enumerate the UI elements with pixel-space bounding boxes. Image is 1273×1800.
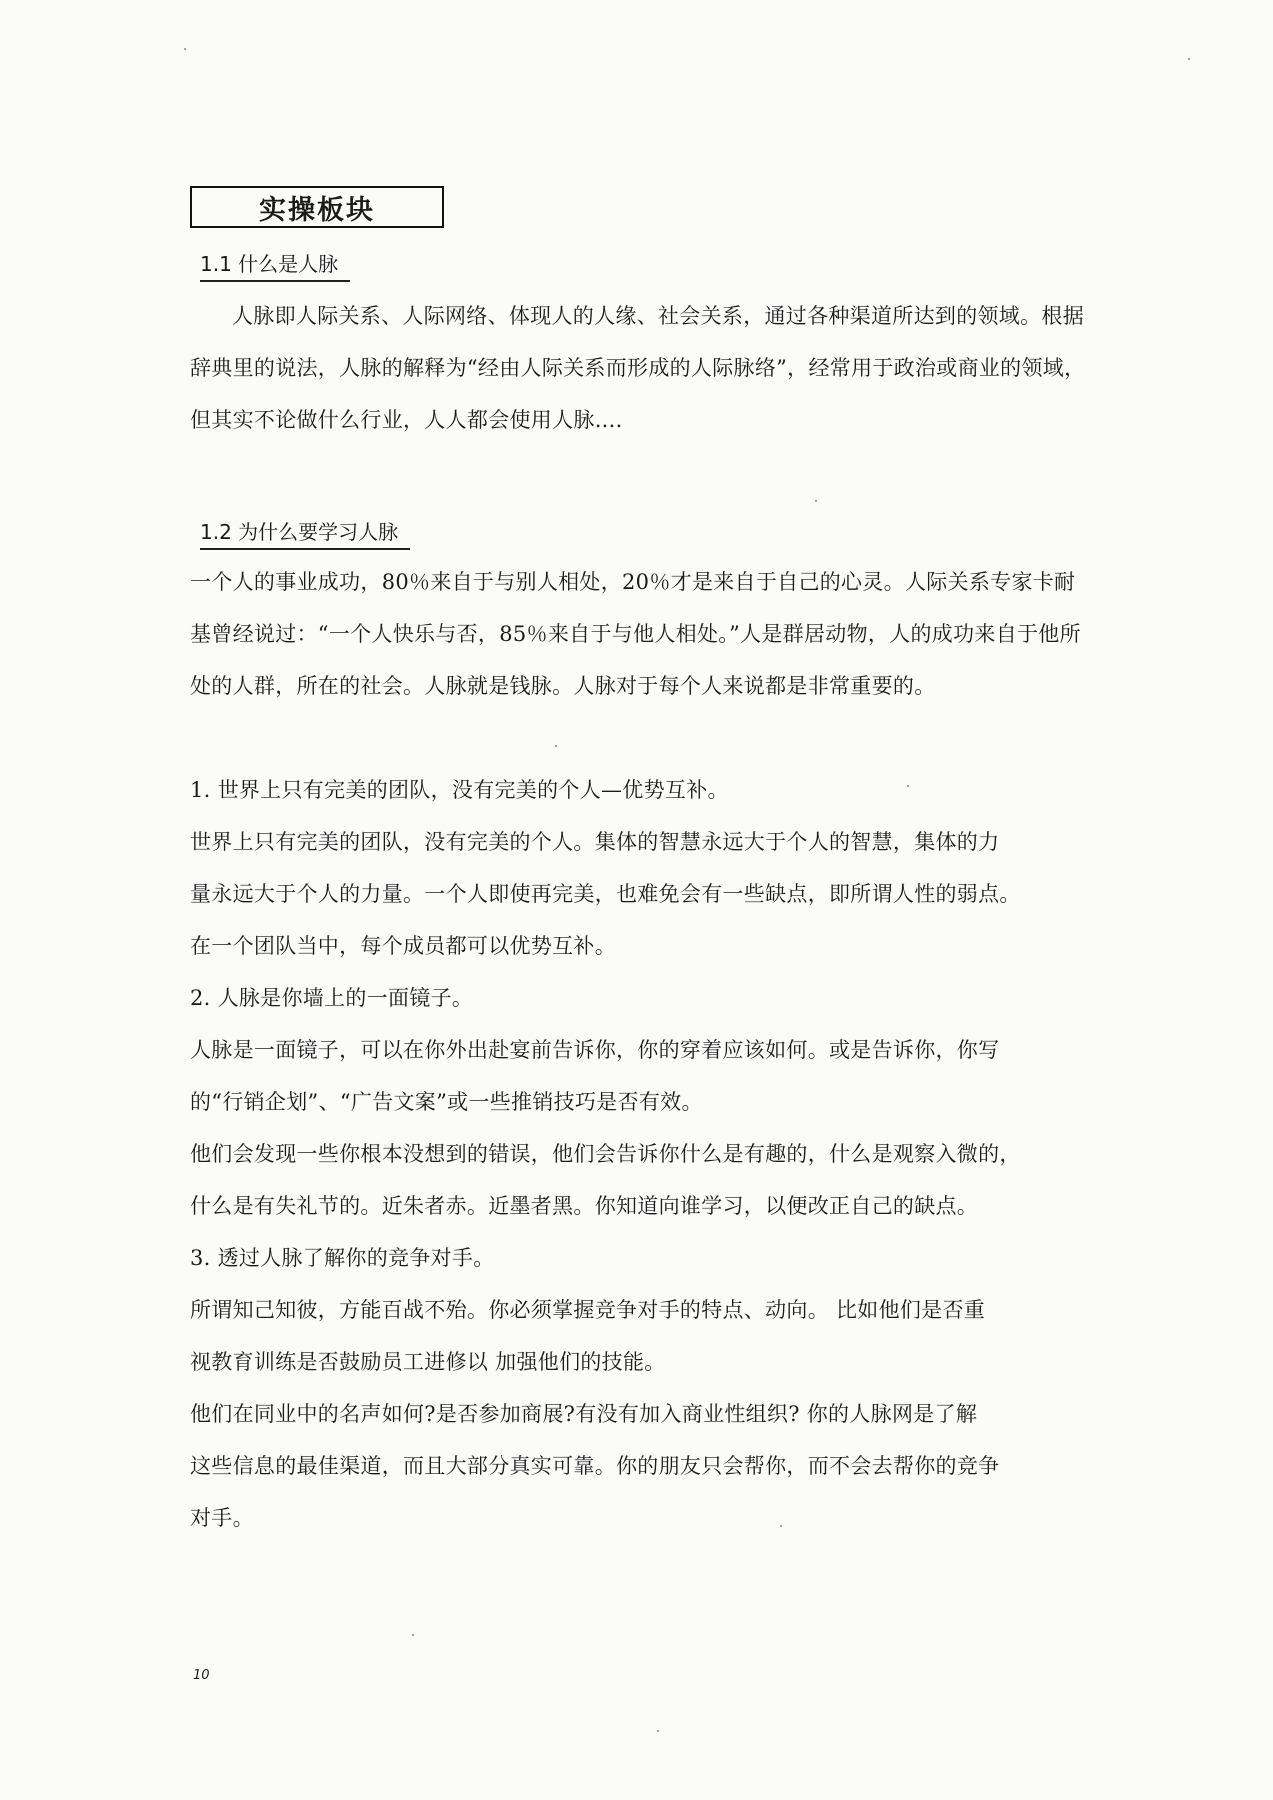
scan-speck	[184, 48, 186, 50]
text-line: 世界上只有完美的团队，没有完美的个人。集体的智慧永远大于个人的智慧，集体的力	[190, 830, 1000, 854]
heading-what-is-network: 1.1 什么是人脉	[200, 252, 350, 282]
text-line: 在一个团队当中，每个成员都可以优势互补。	[190, 934, 616, 958]
paragraph-definition: 人脉即人际关系、人际网络、体现人的人缘、社会关系，通过各种渠道所达到的领域。根据辞典里的说法，人脉的解释为“经由人际关系而形成的人际脉络”，经常用于政治或商业的领域，但其实不论做什么行业，人人都会使用人脉....	[190, 304, 1086, 432]
text-line: 这些信息的最佳渠道，而且大部分真实可靠。你的朋友只会帮你，而不会去帮你的竞争	[190, 1454, 1000, 1478]
heading-why-learn-network: 1.2 为什么要学习人脉	[200, 520, 410, 550]
text-line: 量永远大于个人的力量。一个人即使再完美，也难免会有一些缺点，即所谓人性的弱点。	[190, 882, 1021, 906]
text-line: 对手。	[190, 1506, 254, 1530]
scan-speck	[815, 500, 817, 502]
text-line: 视教育训练是否鼓励员工进修以 加强他们的技能。	[190, 1350, 666, 1374]
scan-speck	[780, 1525, 782, 1527]
text-line: 人脉是一面镜子，可以在你外出赴宴前告诉你，你的穿着应该如何。或是告诉你，你写	[190, 1038, 1000, 1062]
scan-speck	[657, 1730, 659, 1732]
list-item-1-title: 1. 世界上只有完美的团队，没有完美的个人—优势互补。	[190, 778, 729, 802]
text-line: 所谓知己知彼，方能百战不殆。你必须掌握竞争对手的特点、动向。 比如他们是否重	[190, 1298, 986, 1322]
paragraph-importance: 一个人的事业成功，80％来自于与别人相处，20％才是来自于自己的心灵。人际关系专家卡耐基曾经说过：“一个人快乐与否，85％来自于与他人相处。”人是群居动物，人的成功来自于他所处的人群，所在的社会。人脉就是钱脉。人脉对于每个人来说都是非常重要的。	[190, 570, 1081, 698]
scan-speck	[555, 745, 557, 747]
text-line: 的“行销企划”、“广告文案”或一些推销技巧是否有效。	[190, 1090, 703, 1114]
page-number: 10	[193, 1668, 210, 1683]
section-title-box: 实操板块	[190, 186, 444, 228]
text-line: 他们在同业中的名声如何?是否参加商展?有没有加入商业性组织? 你的人脉网是了解	[190, 1402, 978, 1426]
scan-speck	[907, 785, 909, 787]
scan-speck	[1188, 58, 1190, 60]
text-line: 什么是有失礼节的。近朱者赤。近墨者黑。你知道向谁学习，以便改正自己的缺点。	[190, 1194, 979, 1218]
list-item-2-title: 2. 人脉是你墙上的一面镜子。	[190, 986, 474, 1010]
list-item-3-title: 3. 透过人脉了解你的竞争对手。	[190, 1246, 495, 1270]
scan-speck	[412, 1634, 414, 1636]
text-line: 他们会发现一些你根本没想到的错误，他们会告诉你什么是有趣的，什么是观察入微的，	[190, 1142, 1021, 1166]
